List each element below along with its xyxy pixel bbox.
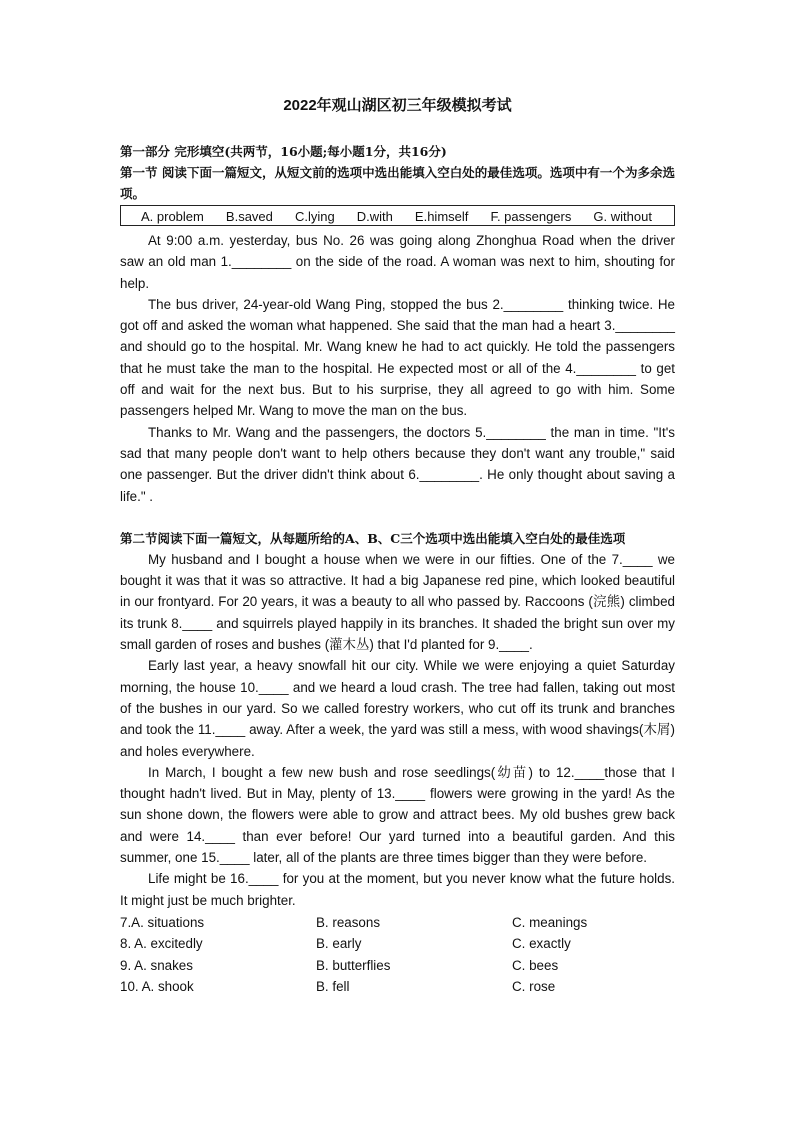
- choice-10-b: B. fell: [316, 978, 350, 994]
- option-b: B.saved: [225, 209, 273, 224]
- choice-7-a: 7.A. situations: [120, 914, 205, 930]
- choice-10-a: 10. A. shook: [120, 978, 194, 994]
- passage2-paragraph-3: In March, I bought a few new bush and rose seedlings(幼苗) to 12.____those that I thought hadn't lived. But in May, plenty of 13.____ flowers were growing in the yard! As the sun shone down, the flowers were able to grow and attract bees. My old bushes grew back and were 14.____ than ever before! Our yard turned into a beautiful garden. And this summer, one 15.____ later, all of the plants are three times bigger than they were before.: [120, 764, 675, 866]
- passage2-paragraph-2: Early last year, a heavy snowfall hit our city. While we were enjoying a quiet Saturday morning, the house 10.____ and we heard a loud crash. The tree had fallen, taking out most of the bushes in our yard. So we called forestry workers, who cut off its trunk and branches and took the 11.____ away. After a week, the yard was still a mess, with wood shavings(木屑) and holes everywhere.: [120, 658, 675, 759]
- passage2-paragraph-4: Life might be 16.____ for you at the moment, but you never know what the future holds. It might just be much brighter.: [120, 871, 675, 908]
- choice-9-a: 9. A. snakes: [120, 957, 193, 973]
- choice-9-c: C. bees: [512, 957, 559, 973]
- choice-8-a: 8. A. excitedly: [120, 936, 203, 952]
- option-c: C.lying: [294, 209, 335, 224]
- passage1-paragraph-2: The bus driver, 24-year-old Wang Ping, stopped the bus 2.________ thinking twice. He got off and asked the woman what happened. She said that the man had a heart 3.________ and should go to the hospital. Mr. Wang knew he had to act quickly. He told the passengers that he must take the man to the hospital. He expected most or all of the 4.________ to get off and wait for the next bus. But to his surprise, they all agreed to go with him. Some passengers helped Mr. Wang to move the man on the bus.: [120, 296, 675, 419]
- option-g: G. without: [593, 209, 652, 224]
- choice-7-c: C. meanings: [512, 914, 588, 930]
- section1-instructions: 第一节 阅读下面一篇短文，从短文前的选项中选出能填入空白处的最佳选项。选项中有一个为多余选项。: [120, 165, 675, 201]
- section2-instructions: 第二节阅读下面一篇短文，从每题所给的A、B、C三个选项中选出能填入空白处的最佳选项: [120, 530, 626, 546]
- choice-8-b: B. early: [316, 936, 362, 952]
- passage2-paragraph-1: My husband and I bought a house when we were in our fifties. One of the 7.____ we bought it was that it was so attractive. It had a big Japanese red pine, which looked beautiful in our frontyard. For 20 years, it was a beauty to all who passed by. Raccoons (浣熊) climbed its trunk 8.____ and squirrels played happily in its branches. It shaded the bright sun over my small garden of roses and bushes (灌木丛) that I'd planted for 9.____.: [120, 551, 675, 653]
- choice-9-b: B. butterflies: [316, 957, 391, 973]
- passage1-paragraph-3: Thanks to Mr. Wang and the passengers, the doctors 5.________ the man in time. "It's sad that many people don't want to help others because they don't want any trouble," said one passenger. But the driver didn't think about 6.________. He only thought about saving a life." .: [120, 424, 675, 504]
- choice-row-9: [120, 955, 675, 976]
- option-a: A. problem: [141, 209, 204, 224]
- choice-row-7: [120, 912, 675, 933]
- exam-title: 2022年观山湖区初三年级模拟考试: [283, 97, 512, 114]
- choice-row-8: [120, 933, 675, 954]
- choice-10-c: C. rose: [512, 978, 556, 994]
- exam-page: [120, 94, 675, 997]
- word-options-box: [120, 205, 675, 226]
- passage1-paragraph-1: At 9:00 a.m. yesterday, bus No. 26 was going along Zhonghua Road when the driver saw an old man 1.________ on the side of the road. A woman was next to him, shouting for help.: [120, 233, 675, 291]
- choice-8-c: C. exactly: [512, 936, 571, 952]
- option-f: F. passengers: [490, 209, 572, 224]
- section2: [120, 528, 675, 997]
- option-e: E.himself: [414, 209, 469, 224]
- option-d: D.with: [356, 209, 393, 224]
- choice-row-10: [120, 976, 675, 997]
- choice-7-b: B. reasons: [316, 914, 381, 930]
- answer-choices: [120, 912, 675, 997]
- part1-heading: 第一部分 完形填空(共两节，16小题;每小题1分，共16分): [120, 144, 447, 159]
